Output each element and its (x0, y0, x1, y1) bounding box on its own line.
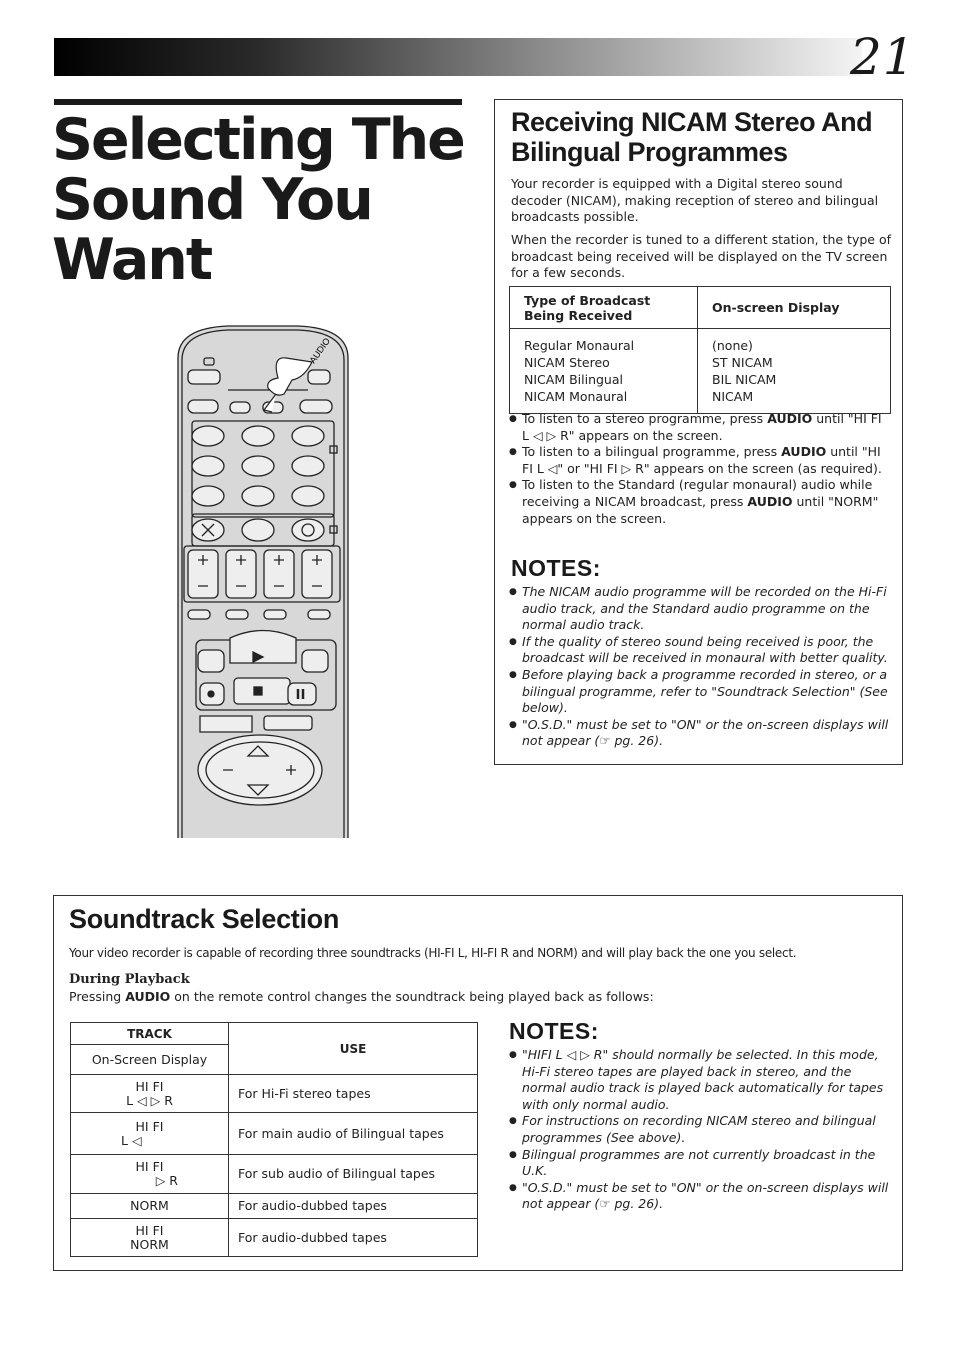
page-number: 21 (850, 28, 916, 86)
list-item: ● Bilingual programmes are not currently broadcast in the U.K. (509, 1147, 889, 1180)
soundtrack-intro: Your video recorder is capable of recording three soundtracks (HI-FI L, HI-FI R and NORM) and will play back the one you select. (69, 946, 797, 960)
table-row: NORM For audio-dubbed tapes (71, 1194, 478, 1219)
nicam-intro-2: When the recorder is tuned to a different station, the type of broadcast being received will be displayed on the TV screen for a few seconds. (511, 232, 892, 280)
title-rule (54, 99, 462, 105)
list-item: ● The NICAM audio programme will be recorded on the Hi-Fi audio track, and the Standard audio programme on the normal audio track. (509, 584, 893, 634)
table-header: Type of Broadcast Being Received (510, 287, 698, 329)
soundtrack-table (70, 1022, 478, 1257)
list-item: ● To listen to a bilingual programme, press AUDIO until "HI FI L ◁" or "HI FI ▷ R" appears on the screen (as required). (509, 444, 889, 477)
list-item: ● "O.S.D." must be set to "ON" or the on-screen displays will not appear (☞ pg. 26). (509, 1180, 889, 1213)
audio-button-label: AUDIO (307, 336, 332, 366)
notes-heading: NOTES: (511, 555, 601, 581)
list-item: ● If the quality of stereo sound being received is poor, the broadcast will be received in monaural with better quality. (509, 634, 893, 667)
soundtrack-section (53, 895, 903, 1271)
table-cell: NICAM (712, 389, 754, 404)
list-item: ● To listen to a stereo programme, press AUDIO until "HI FI L ◁ ▷ R" appears on the screen. (509, 411, 889, 444)
notes-heading: NOTES: (509, 1018, 599, 1044)
table-cell: ST NICAM (712, 355, 773, 370)
table-cell: NICAM Monaural (524, 389, 628, 404)
list-item: ● "O.S.D." must be set to "ON" or the on-screen displays will not appear (☞ pg. 26). (509, 717, 893, 750)
page-title: Selecting The Sound You Want (52, 107, 464, 293)
table-row: HI FI L ◁ For main audio of Bilingual tapes (71, 1113, 478, 1155)
table-header: On-screen Display (698, 287, 891, 329)
soundtrack-section-title: Soundtrack Selection (69, 904, 340, 934)
table-cell: NICAM Bilingual (524, 372, 623, 387)
nicam-intro-1: Your recorder is equipped with a Digital stereo sound decoder (NICAM), making reception of stereo and bilingual broadcasts possible. (511, 176, 879, 224)
table-header: USE (229, 1023, 478, 1075)
header-gradient-bar (54, 38, 862, 76)
list-item: ● "HIFI L ◁ ▷ R" should normally be selected. In this mode, Hi-Fi stereo tapes are played back in stereo, and the normal audio track is played back automatically for tapes with only normal audio. (509, 1047, 889, 1113)
list-item: ● For instructions on recording NICAM stereo and bilingual programmes (See above). (509, 1113, 889, 1146)
table-row: HI FI NORM For audio-dubbed tapes (71, 1219, 478, 1257)
nicam-instructions (509, 411, 889, 527)
remote-control-illustration (168, 318, 358, 838)
soundtrack-notes (509, 1047, 889, 1213)
table-cell: (none) (712, 338, 753, 353)
nicam-section (494, 99, 903, 765)
table-cell: Regular Monaural (524, 338, 635, 353)
table-header: TRACK (71, 1023, 229, 1045)
table-row: HI FI L ◁ ▷ R For Hi-Fi stereo tapes (71, 1075, 478, 1113)
list-item: ● Before playing back a programme recorded in stereo, or a bilingual programme, refer to "Soundtrack Selection" (See below). (509, 667, 893, 717)
nicam-section-title: Receiving NICAM Stereo And Bilingual Programmes (511, 107, 873, 167)
playback-description: Pressing AUDIO on the remote control changes the soundtrack being played back as follows: (69, 989, 654, 1004)
table-subheader: On-Screen Display (71, 1045, 229, 1075)
table-cell: NICAM Stereo (524, 355, 610, 370)
list-item: ● To listen to the Standard (regular monaural) audio while receiving a NICAM broadcast, press AUDIO until "NORM" appears on the screen. (509, 477, 889, 527)
broadcast-type-table (509, 286, 891, 414)
nicam-notes (509, 584, 893, 750)
table-row: HI FI ▷ R For sub audio of Bilingual tapes (71, 1155, 478, 1194)
table-cell: BIL NICAM (712, 372, 777, 387)
playback-heading: During Playback (69, 972, 190, 987)
